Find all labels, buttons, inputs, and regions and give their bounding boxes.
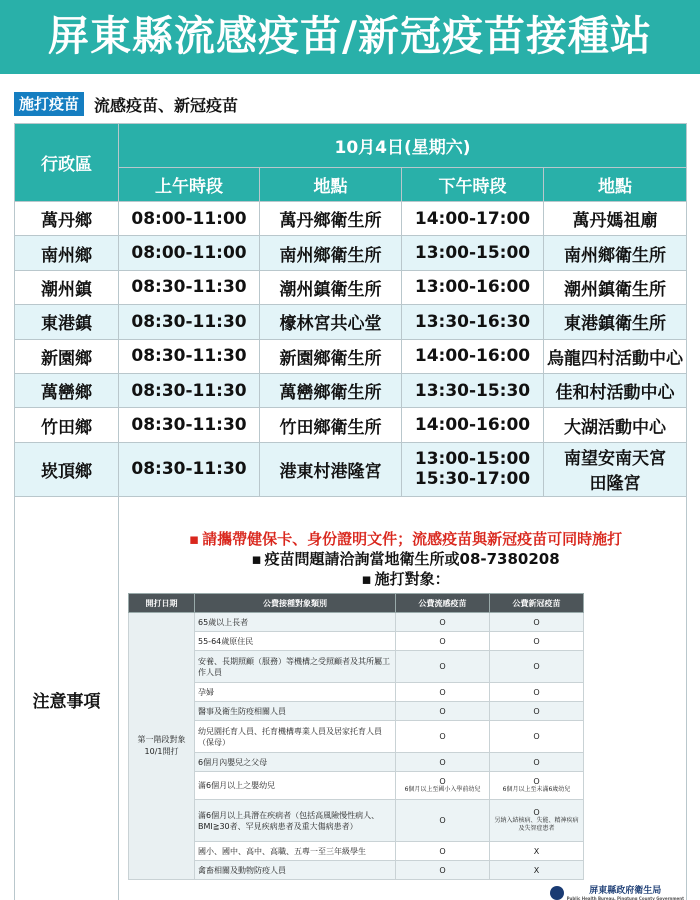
pm-place-line: 南望安南天宮 bbox=[564, 449, 667, 470]
flu-mark: O bbox=[396, 800, 490, 842]
pm-time-cell: 14:00-17:00 bbox=[402, 202, 544, 236]
flu-mark: O bbox=[396, 683, 490, 702]
eligibility-header: 公費接種對象類別 bbox=[195, 594, 396, 613]
vaccine-tag: 施打疫苗 bbox=[14, 92, 84, 116]
category-cell: 國小、國中、高中、高職、五專一至三年級學生 bbox=[195, 842, 396, 861]
category-cell: 醫事及衛生防疫相關人員 bbox=[195, 702, 396, 721]
category-cell: 滿6個月以上之嬰幼兒 bbox=[195, 772, 396, 800]
table-row bbox=[15, 442, 687, 496]
vaccine-info bbox=[14, 92, 238, 116]
pm-time-cell: 13:00-15:00 bbox=[402, 236, 544, 270]
flu-mark: O bbox=[396, 721, 490, 753]
table-row bbox=[15, 339, 687, 373]
category-cell: 55-64歲原住民 bbox=[195, 632, 396, 651]
am-time-header: 上午時段 bbox=[119, 168, 260, 202]
flu-mark: O bbox=[396, 651, 490, 683]
covid-mark: O bbox=[490, 721, 584, 753]
eligibility-row bbox=[129, 683, 584, 702]
category-cell: 6個月內嬰兒之父母 bbox=[195, 753, 396, 772]
note-line bbox=[125, 529, 686, 549]
pm-place-line: 田隆宮 bbox=[589, 474, 641, 495]
phase-label: 第一階段對象 bbox=[137, 735, 186, 745]
eligibility-row bbox=[129, 632, 584, 651]
category-cell: 安養、長期照顧（服務）等機構之受照顧者及其所屬工作人員 bbox=[195, 651, 396, 683]
note-text: 疫苗問題請洽詢當地衛生所或08-7380208 bbox=[264, 550, 560, 569]
covid-mark: X bbox=[490, 842, 584, 861]
table-row bbox=[15, 373, 687, 407]
flu-mark bbox=[396, 772, 490, 800]
bullet-icon: ▪ bbox=[251, 550, 262, 569]
am-place-cell: 檺林宮共心堂 bbox=[260, 305, 402, 339]
vaccine-types: 流感疫苗、新冠疫苗 bbox=[94, 95, 239, 115]
am-place-cell: 潮州鎮衛生所 bbox=[260, 270, 402, 304]
category-cell: 幼兒園托育人員、托育機構專業人員及居家托育人員（保母） bbox=[195, 721, 396, 753]
eligibility-row bbox=[129, 861, 584, 880]
am-time-cell: 08:30-11:30 bbox=[119, 373, 260, 407]
pm-place-cell: 大湖活動中心 bbox=[544, 408, 687, 442]
pm-place-cell: 潮州鎮衛生所 bbox=[544, 270, 687, 304]
pm-place-cell: 南州鄉衛生所 bbox=[544, 236, 687, 270]
am-place-cell: 萬丹鄉衛生所 bbox=[260, 202, 402, 236]
category-cell: 禽畜相關及動物防疫人員 bbox=[195, 861, 396, 880]
phase-cell bbox=[129, 613, 195, 880]
district-cell: 東港鎮 bbox=[15, 305, 119, 339]
table-row bbox=[15, 408, 687, 442]
pm-time-cell bbox=[402, 442, 544, 496]
district-cell: 崁頂鄉 bbox=[15, 442, 119, 496]
am-place-cell: 萬巒鄉衛生所 bbox=[260, 373, 402, 407]
eligibility-header: 公費流感疫苗 bbox=[396, 594, 490, 613]
category-cell: 65歲以上長者 bbox=[195, 613, 396, 632]
am-time-cell: 08:00-11:00 bbox=[119, 202, 260, 236]
am-location-header: 地點 bbox=[260, 168, 402, 202]
am-place-cell: 南州鄉衛生所 bbox=[260, 236, 402, 270]
am-time-cell: 08:30-11:30 bbox=[119, 305, 260, 339]
bullet-icon: ▪ bbox=[361, 570, 372, 589]
am-place-cell: 竹田鄉衛生所 bbox=[260, 408, 402, 442]
pm-time-cell: 14:00-16:00 bbox=[402, 339, 544, 373]
covid-mark: O bbox=[490, 683, 584, 702]
category-cell: 孕婦 bbox=[195, 683, 396, 702]
pm-time-line: 15:30-17:00 bbox=[414, 469, 531, 490]
covid-mark-symbol: O bbox=[533, 777, 540, 787]
am-place-cell: 港東村港隆宮 bbox=[260, 442, 402, 496]
am-time-cell: 08:30-11:30 bbox=[119, 270, 260, 304]
covid-mark: O bbox=[490, 632, 584, 651]
covid-mark-note: 另納入結核病、失能、精神疾病及失智症患者 bbox=[494, 817, 579, 833]
eligibility-row bbox=[129, 842, 584, 861]
am-time-cell: 08:30-11:30 bbox=[119, 442, 260, 496]
flu-mark-symbol: O bbox=[439, 777, 446, 787]
covid-mark: O bbox=[490, 613, 584, 632]
pm-place-cell bbox=[544, 442, 687, 496]
covid-mark-note: 6個月以上至未滿6歲幼兒 bbox=[502, 786, 571, 794]
flu-mark: O bbox=[396, 702, 490, 721]
table-row bbox=[15, 270, 687, 304]
eligibility-table bbox=[128, 593, 584, 880]
covid-mark: O bbox=[490, 702, 584, 721]
covid-mark-symbol: O bbox=[533, 808, 540, 818]
flu-mark: O bbox=[396, 861, 490, 880]
flu-mark: O bbox=[396, 613, 490, 632]
flu-mark: O bbox=[396, 842, 490, 861]
eligibility-row bbox=[129, 702, 584, 721]
pm-time-cell: 13:00-16:00 bbox=[402, 270, 544, 304]
table-row bbox=[15, 202, 687, 236]
flu-mark: O bbox=[396, 632, 490, 651]
district-cell: 南州鄉 bbox=[15, 236, 119, 270]
note-line bbox=[125, 549, 686, 569]
district-header: 行政區 bbox=[15, 124, 119, 202]
logo-text: 屏東縣政府衛生局 bbox=[589, 885, 662, 896]
am-time-cell: 08:30-11:30 bbox=[119, 339, 260, 373]
eligibility-header: 公費新冠疫苗 bbox=[490, 594, 584, 613]
pm-location-header: 地點 bbox=[544, 168, 687, 202]
covid-mark bbox=[490, 772, 584, 800]
phase-date: 10/1開打 bbox=[144, 747, 179, 757]
title-banner bbox=[0, 0, 700, 74]
eligibility-row bbox=[129, 651, 584, 683]
pm-place-cell: 東港鎮衛生所 bbox=[544, 305, 687, 339]
notes-cell bbox=[119, 496, 687, 900]
pm-place-cell: 佳和村活動中心 bbox=[544, 373, 687, 407]
pm-time-line: 13:00-15:00 bbox=[414, 449, 531, 470]
eligibility-row bbox=[129, 772, 584, 800]
am-time-cell: 08:00-11:00 bbox=[119, 236, 260, 270]
bullet-icon: ▪ bbox=[188, 530, 200, 549]
am-time-cell: 08:30-11:30 bbox=[119, 408, 260, 442]
district-cell: 潮州鎮 bbox=[15, 270, 119, 304]
eligibility-row bbox=[129, 800, 584, 842]
covid-mark bbox=[490, 800, 584, 842]
flu-mark: O bbox=[396, 753, 490, 772]
schedule-table bbox=[14, 123, 687, 900]
note-line bbox=[125, 569, 686, 589]
note-text: 施打對象： bbox=[374, 570, 450, 589]
covid-mark: O bbox=[490, 651, 584, 683]
pm-place-cell: 萬丹媽祖廟 bbox=[544, 202, 687, 236]
covid-mark: X bbox=[490, 861, 584, 880]
logo-subtext: Public Health Bureau, Pingtung County Government bbox=[566, 895, 685, 900]
category-cell: 滿6個月以上具潛在疾病者（包括高風險慢性病人、BMI≧30者、罕見疾病患者及重大傷病患者） bbox=[195, 800, 396, 842]
am-place-cell: 新園鄉衛生所 bbox=[260, 339, 402, 373]
district-cell: 竹田鄉 bbox=[15, 408, 119, 442]
flu-mark-note: 6個月以上至國小入學前幼兒 bbox=[404, 786, 481, 794]
pm-time-header: 下午時段 bbox=[402, 168, 544, 202]
district-cell: 萬巒鄉 bbox=[15, 373, 119, 407]
eligibility-row bbox=[129, 753, 584, 772]
table-row bbox=[15, 305, 687, 339]
seal-icon bbox=[550, 886, 564, 900]
table-row bbox=[15, 236, 687, 270]
pm-time-cell: 13:30-16:30 bbox=[402, 305, 544, 339]
district-cell: 萬丹鄉 bbox=[15, 202, 119, 236]
pm-time-cell: 14:00-16:00 bbox=[402, 408, 544, 442]
page-title: 屏東縣流感疫苗/新冠疫苗接種站 bbox=[48, 12, 652, 60]
eligibility-header: 開打日期 bbox=[129, 594, 195, 613]
pm-time-cell: 13:30-15:30 bbox=[402, 373, 544, 407]
date-header: 10月4日(星期六) bbox=[119, 124, 687, 168]
district-cell: 新園鄉 bbox=[15, 339, 119, 373]
note-text: 請攜帶健保卡、身份證明文件；流感疫苗與新冠疫苗可同時施打 bbox=[202, 530, 623, 549]
eligibility-row bbox=[129, 721, 584, 753]
health-bureau-logo bbox=[550, 886, 684, 900]
pm-place-cell: 烏龍四村活動中心 bbox=[544, 339, 687, 373]
notes-label: 注意事項 bbox=[15, 496, 119, 900]
covid-mark: O bbox=[490, 753, 584, 772]
eligibility-row bbox=[129, 613, 584, 632]
